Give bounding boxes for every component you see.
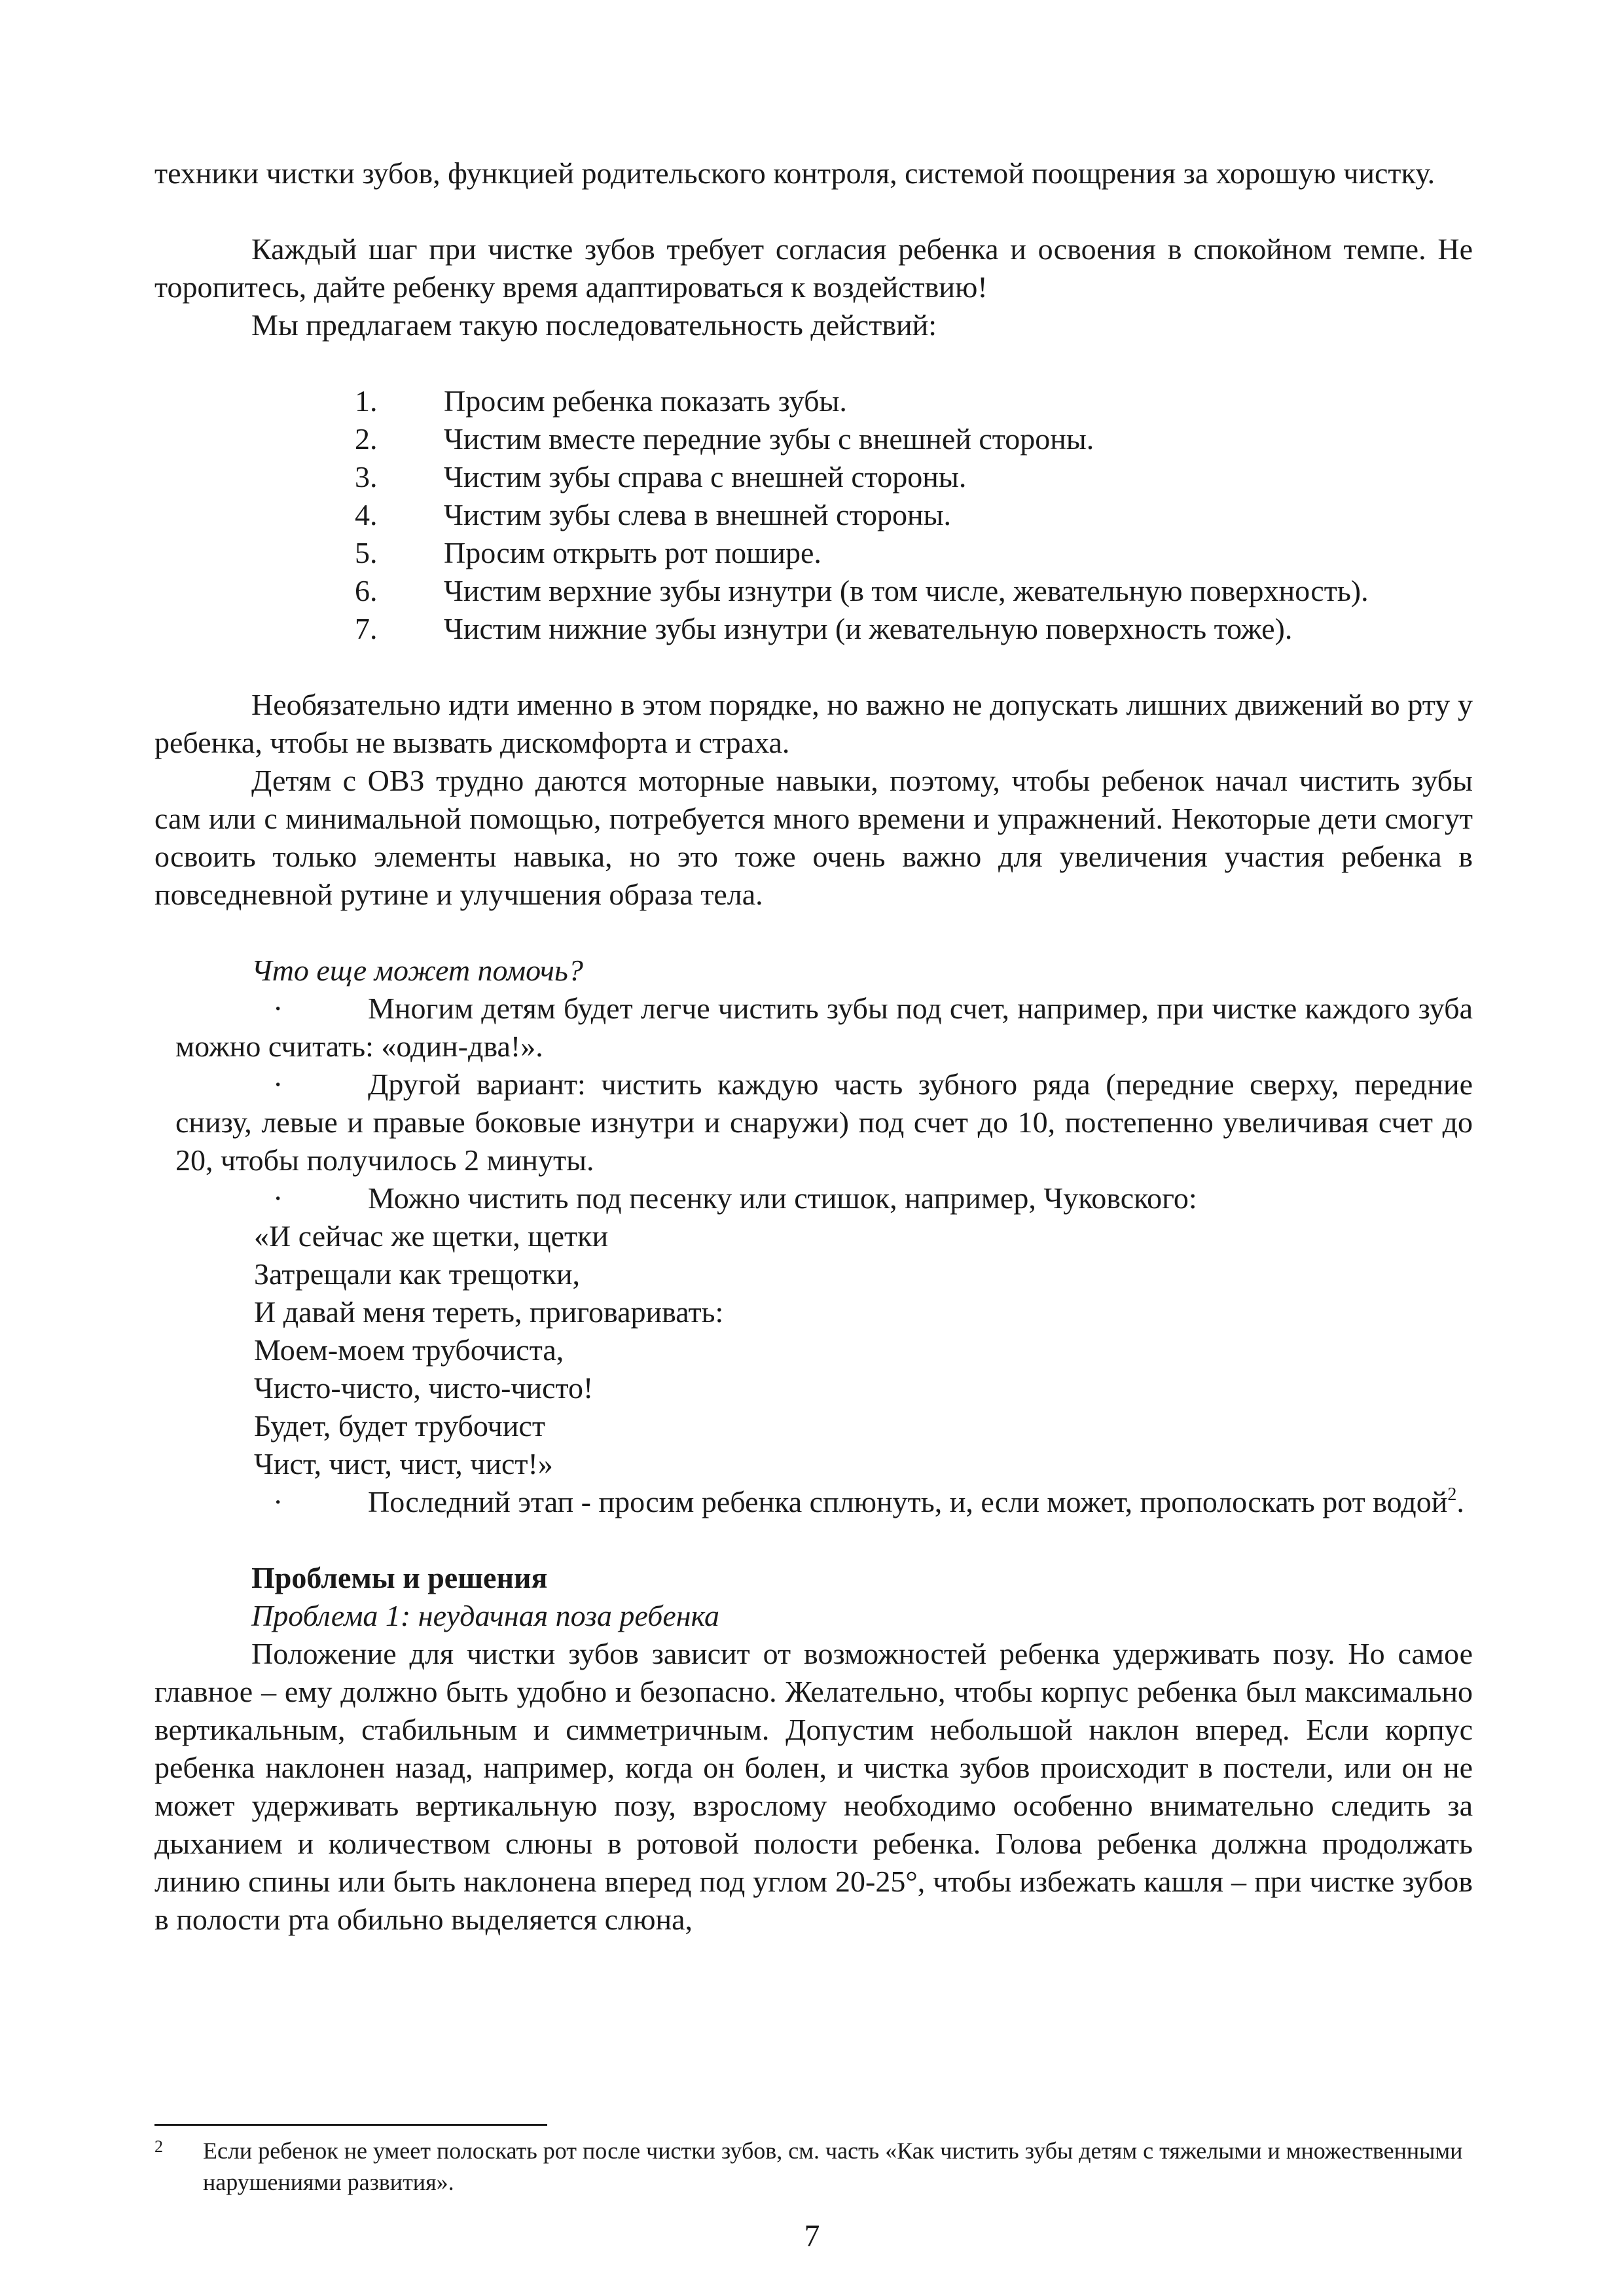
poem-line: «И сейчас же щетки, щетки: [254, 1219, 609, 1253]
paragraph-offer: Мы предлагаем такую последовательность действий:: [251, 308, 937, 342]
bullet-item: · Многим детям будет легче чистить зубы под счет, например, при чистке каждого зуба можно считать: «один-два!».: [154, 990, 1473, 1066]
list-item: 7. Чистим нижние зубы изнутри (и жевательную поверхность тоже).: [355, 612, 1293, 645]
poem-line: Чисто-чисто, чисто-чисто!: [254, 1371, 594, 1405]
help-heading: Что еще может помочь?: [251, 954, 583, 987]
bullet-marker: ·: [273, 1485, 283, 1518]
main-text-column: [154, 154, 1473, 1939]
bullet-marker: ·: [273, 1181, 283, 1215]
poem: [154, 1217, 1473, 1483]
list-item: 1. Просим ребенка показать зубы.: [355, 384, 847, 418]
paragraph-position: Положение для чистки зубов зависит от возможностей ребенка удерживать позу. Но самое главное – ему должно быть удобно и безопасно. Желательно, чтобы корпус ребенка был максимально вертикальным, стабильным и симметричным. Допустим небольшой наклон вперед. Если корпус ребенка наклонен назад, например, когда он болен, и чистка зубов происходит в постели, или он не может удерживать вертикальную позу, взрослому необходимо особенно внимательно следить за дыханием и количеством слюны в ротовой полости ребенка. Голова ребенка должна продолжать линию спины или быть наклонена вперед под углом 20-25°, чтобы избежать кашля – при чистке зубов в полости рта обильно выделяется слюна,: [154, 1637, 1473, 1936]
steps-list: [154, 382, 1473, 648]
bullet-item: · Последний этап - просим ребенка сплюнуть, и, если может, прополоскать рот водой$^2$.: [154, 1483, 1473, 1521]
section-heading: Проблемы и решения: [251, 1561, 548, 1594]
poem-line: Чист, чист, чист, чист!»: [254, 1447, 553, 1480]
paragraph-step: Каждый шаг при чистке зубов требует согласия ребенка и освоения в спокойном темпе. Не торопитесь, дайте ребенку время адаптироваться к воздействию!: [154, 232, 1473, 304]
list-item: 6. Чистим верхние зубы изнутри (в том числе, жевательную поверхность).: [355, 574, 1369, 607]
poem-line: Затрещали как трещотки,: [254, 1257, 581, 1291]
bullet-item: · Другой вариант: чистить каждую часть зубного ряда (передние сверху, передние снизу, левые и правые боковые изнутри и снаружи) под счет до 10, постепенно увеличивая счет до 20, чтобы получилось 2 минуты.: [154, 1066, 1473, 1179]
footnote-number: 2: [154, 2137, 163, 2156]
list-item: 3. Чистим зубы справа с внешней стороны.: [355, 460, 967, 493]
footnote-divider: [154, 2124, 547, 2126]
continued-paragraph: техники чистки зубов, функцией родительского контроля, системой поощрения за хорошую чистку.: [154, 156, 1435, 190]
list-item: 2. Чистим вместе передние зубы с внешней стороны.: [355, 422, 1094, 456]
bullet-marker: ·: [273, 992, 283, 1025]
bullet-marker: ·: [273, 1067, 283, 1101]
footnote: [154, 2135, 1473, 2198]
bullet-item: · Можно чистить под песенку или стишок, например, Чуковского:: [154, 1179, 1473, 1217]
page-number: 7: [804, 2219, 820, 2253]
problem-title: Проблема 1: неудачная поза ребенка: [251, 1599, 719, 1632]
list-item: 4. Чистим зубы слева в внешней стороны.: [355, 498, 951, 531]
list-item: 5. Просим открыть рот пошире.: [355, 536, 821, 569]
footnote-text: Если ребенок не умеет полоскать рот после чистки зубов, см. часть «Как чистить зубы детям с тяжелыми и множественными нарушениями развития».: [203, 2138, 1463, 2195]
poem-line: Будет, будет трубочист: [254, 1409, 545, 1443]
poem-line: И давай меня тереть, приговаривать:: [254, 1295, 724, 1329]
footnote-ref[interactable]: 2: [1447, 1484, 1457, 1505]
paragraph-order: Необязательно идти именно в этом порядке, но важно не допускать лишних движений во рту у ребенка, чтобы не вызвать дискомфорта и страха.: [154, 688, 1473, 759]
paragraph-ovz: Детям с ОВЗ трудно даются моторные навыки, поэтому, чтобы ребенок начал чистить зубы сам или с минимальной помощью, потребуется много времени и упражнений. Некоторые дети смогут освоить только элементы навыка, но это тоже очень важно для увеличения участия ребенка в повседневной рутине и улучшения образа тела.: [154, 764, 1473, 911]
poem-line: Моем-моем трубочиста,: [254, 1333, 564, 1367]
